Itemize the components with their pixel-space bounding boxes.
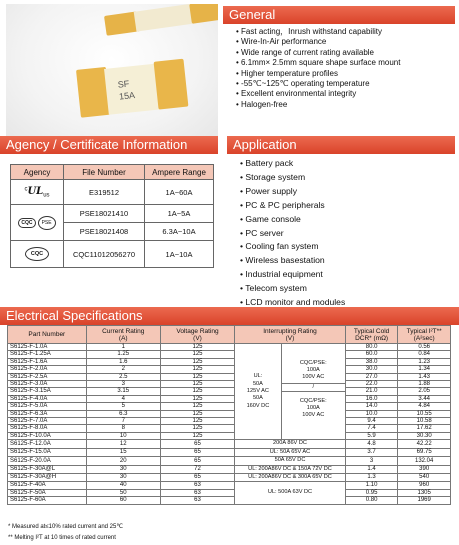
table-cell: 125 bbox=[160, 418, 234, 425]
part-number-col-header: Part Number bbox=[8, 326, 87, 344]
table-cell: 60 bbox=[86, 497, 160, 504]
interrupting-rating-cell: UL: 200A86V DC & 300A 65V DC bbox=[235, 473, 346, 481]
table-row bbox=[8, 432, 451, 439]
interrupting-rating-cell: UL: 200A86V DC & 150A 72V DC bbox=[235, 465, 346, 473]
application-item: • Battery pack bbox=[240, 157, 345, 171]
table-cell: 125 bbox=[160, 381, 234, 388]
table-cell: 0.84 bbox=[398, 351, 451, 358]
table-row bbox=[8, 448, 451, 456]
table-cell: S6125-F-4.0A bbox=[8, 395, 87, 402]
table-cell: PSE18021408 bbox=[64, 223, 145, 241]
table-cell: 1A~5A bbox=[145, 205, 214, 223]
table-cell: S6125-F-8.0A bbox=[8, 425, 87, 432]
general-item: • 6.1mm× 2.5mm square shape surface mount bbox=[236, 58, 400, 68]
table-cell: 80.0 bbox=[345, 344, 398, 351]
table-cell: 5.9 bbox=[345, 432, 398, 439]
table-cell: S6125-F-1.6A bbox=[8, 358, 87, 365]
general-item: • Halogen-free bbox=[236, 100, 400, 110]
table-row bbox=[8, 410, 451, 417]
table-cell: 27.0 bbox=[345, 373, 398, 380]
table-cell: S6125-F-10.0A bbox=[8, 432, 87, 439]
footnote: * Measured at≤10% rated current and 25℃ bbox=[8, 524, 124, 530]
table-cell: 125 bbox=[160, 351, 234, 358]
table-cell: 10 bbox=[86, 432, 160, 439]
fuse-front bbox=[76, 59, 188, 118]
table-cell: 1.88 bbox=[398, 381, 451, 388]
table-cell: S6125-F-1.25A bbox=[8, 351, 87, 358]
table-cell: CQC11012056270 bbox=[64, 241, 145, 268]
table-cell: 69.75 bbox=[398, 448, 451, 456]
table-cell: S6125-F-2.0A bbox=[8, 366, 87, 373]
file-number-col-header: File Number bbox=[64, 165, 145, 180]
table-cell: 14.0 bbox=[345, 403, 398, 410]
table-cell: 7 bbox=[86, 418, 160, 425]
table-cell: 20 bbox=[86, 457, 160, 465]
fuse-photo-illustration bbox=[6, 4, 218, 142]
table-cell: 125 bbox=[160, 410, 234, 417]
table-cell: 1 bbox=[86, 344, 160, 351]
table-cell: 9.4 bbox=[345, 418, 398, 425]
table-cell: S6125-F-20.0A bbox=[8, 457, 87, 465]
table-cell: 50 bbox=[86, 489, 160, 496]
table-cell: 30.0 bbox=[345, 366, 398, 373]
table-cell: 4.84 bbox=[398, 403, 451, 410]
general-item: • -55℃~125℃ operating temperature bbox=[236, 79, 400, 89]
table-cell: 1.6 bbox=[86, 358, 160, 365]
table-cell: 17.62 bbox=[398, 425, 451, 432]
table-row bbox=[8, 358, 451, 365]
table-cell: 65 bbox=[160, 440, 234, 448]
table-cell: 30 bbox=[86, 473, 160, 481]
table-cell: 42.22 bbox=[398, 440, 451, 448]
ul-interrupting-block: UL: 50A 125V AC 50A 160V DC bbox=[235, 344, 281, 439]
table-cell: 65 bbox=[160, 457, 234, 465]
table-cell: S6125-F-30A@H bbox=[8, 473, 87, 481]
i2t-col-header: Typical I²T** (A²sec) bbox=[398, 326, 451, 344]
table-row bbox=[8, 425, 451, 432]
ul-logo-icon: $^cUL_{us}$ bbox=[11, 180, 64, 205]
table-cell: 125 bbox=[160, 432, 234, 439]
interrupting-rating-cell: 50A 65V DC bbox=[235, 457, 346, 465]
application-item: • Telecom system bbox=[240, 282, 345, 296]
table-row bbox=[8, 457, 451, 465]
table-cell: 65 bbox=[160, 448, 234, 456]
table-cell: S6125-F-12.0A bbox=[8, 440, 87, 448]
table-cell: S6125-F-1.0A bbox=[8, 344, 87, 351]
table-cell: 0.80 bbox=[345, 497, 398, 504]
ampere-range-col-header: Ampere Range bbox=[145, 165, 214, 180]
table-cell: 63 bbox=[160, 489, 234, 496]
table-row bbox=[8, 440, 451, 448]
table-cell: 8 bbox=[86, 425, 160, 432]
fuse-back bbox=[104, 4, 218, 36]
cqc-logo-icon: CQC bbox=[11, 241, 64, 268]
general-item: • Wire-In-Air performance bbox=[236, 37, 400, 47]
table-cell: 22.0 bbox=[345, 381, 398, 388]
table-cell: 4.8 bbox=[345, 440, 398, 448]
table-cell: 125 bbox=[160, 344, 234, 351]
table-cell: 125 bbox=[160, 373, 234, 380]
table-cell: 72 bbox=[160, 465, 234, 473]
general-header: General bbox=[223, 6, 455, 24]
table-cell: S6125-F-40A bbox=[8, 482, 87, 489]
table-cell: 125 bbox=[160, 395, 234, 402]
table-cell: 1A~60A bbox=[145, 180, 214, 205]
table-cell: 0.95 bbox=[345, 489, 398, 496]
electrical-spec-body bbox=[8, 344, 451, 505]
application-item: • Power supply bbox=[240, 185, 345, 199]
table-cell: 0.56 bbox=[398, 344, 451, 351]
table-cell: 1969 bbox=[398, 497, 451, 504]
footnote: ** Melting I²T at 10 times of rated current bbox=[8, 535, 116, 541]
product-photo bbox=[6, 4, 218, 142]
application-header: Application bbox=[227, 136, 455, 154]
interrupting-rating-cell: UL: 500A 63V DC bbox=[235, 482, 346, 504]
table-cell: 1.34 bbox=[398, 366, 451, 373]
application-item: • PC & PC peripherals bbox=[240, 199, 345, 213]
table-row bbox=[8, 366, 451, 373]
table-cell: 2.05 bbox=[398, 388, 451, 395]
table-row bbox=[8, 489, 451, 496]
table-cell: 1.25 bbox=[86, 351, 160, 358]
table-cell: 2.5 bbox=[86, 373, 160, 380]
table-cell: S6125-F-30A@L bbox=[8, 465, 87, 473]
table-cell: S6125-F-5.0A bbox=[8, 403, 87, 410]
table-row bbox=[8, 473, 451, 481]
application-item: • PC server bbox=[240, 227, 345, 241]
table-cell: S6125-F-6.3A bbox=[8, 410, 87, 417]
table-cell: 10.55 bbox=[398, 410, 451, 417]
table-cell: 63 bbox=[160, 482, 234, 489]
table-cell: S6125-F-60A bbox=[8, 497, 87, 504]
fuse-marking-sf: SF bbox=[117, 78, 130, 90]
cqc-interrupting-block: CQC/PSE: 100A 100V AC / CQC/PSE: 100A 100V AC bbox=[281, 344, 345, 439]
table-row bbox=[8, 482, 451, 489]
interrupting-rating-cell: UL: 50A 65V AC bbox=[235, 448, 346, 456]
table-cell: S6125-F-3.0A bbox=[8, 381, 87, 388]
table-cell: S6125-F-2.5A bbox=[8, 373, 87, 380]
table-cell: S6125-F-3.15A bbox=[8, 388, 87, 395]
table-cell: S6125-F-15.0A bbox=[8, 448, 87, 456]
application-item: • LCD monitor and modules bbox=[240, 296, 345, 310]
table-row bbox=[8, 373, 451, 380]
interrupting-rating-col-header: Interrupting Rating (V) bbox=[235, 326, 346, 344]
application-item: • Wireless basestation bbox=[240, 254, 345, 268]
electrical-spec-table bbox=[7, 325, 451, 505]
table-cell: PSE18021410 bbox=[64, 205, 145, 223]
table-cell: 30.30 bbox=[398, 432, 451, 439]
table-cell: 3.15 bbox=[86, 388, 160, 395]
table-cell: 1A~10A bbox=[145, 241, 214, 268]
table-cell: 540 bbox=[398, 473, 451, 481]
agency-header: Agency / Certificate Information bbox=[0, 136, 218, 154]
application-list bbox=[240, 157, 345, 324]
table-cell: 1.10 bbox=[345, 482, 398, 489]
table-cell: 10.0 bbox=[345, 410, 398, 417]
footnotes bbox=[8, 522, 123, 544]
general-item: • Wide range of current rating available bbox=[236, 48, 400, 58]
table-cell: 38.0 bbox=[345, 358, 398, 365]
fuse-marking-rating: 15A bbox=[118, 90, 136, 102]
table-cell: 3.7 bbox=[345, 448, 398, 456]
table-row bbox=[8, 381, 451, 388]
dcr-col-header: Typical Cold DCR* (mΩ) bbox=[345, 326, 398, 344]
table-cell: 10.58 bbox=[398, 418, 451, 425]
table-cell: 132.04 bbox=[398, 457, 451, 465]
table-row bbox=[8, 395, 451, 402]
table-cell: E319512 bbox=[64, 180, 145, 205]
table-cell: S6125-F-7.0A bbox=[8, 418, 87, 425]
table-cell: 125 bbox=[160, 425, 234, 432]
agency-table bbox=[10, 164, 214, 268]
application-item: • Industrial equipment bbox=[240, 268, 345, 282]
table-cell: 63 bbox=[160, 497, 234, 504]
interrupting-rating-cell bbox=[235, 344, 346, 440]
general-item: • Excellent environmental integrity bbox=[236, 89, 400, 99]
general-list bbox=[236, 27, 400, 110]
table-cell: 960 bbox=[398, 482, 451, 489]
table-row bbox=[8, 403, 451, 410]
table-row bbox=[8, 465, 451, 473]
table-row bbox=[8, 418, 451, 425]
table-cell: 16.0 bbox=[345, 395, 398, 402]
voltage-rating-col-header: Voltage Rating (V) bbox=[160, 326, 234, 344]
agency-col-header: Agency bbox=[11, 165, 64, 180]
current-rating-col-header: Current Rating (A) bbox=[86, 326, 160, 344]
table-cell: 5 bbox=[86, 403, 160, 410]
cqc-pse-logo-icon: CQC PSE bbox=[11, 205, 64, 241]
table-cell: 6.3A~10A bbox=[145, 223, 214, 241]
table-cell: 30 bbox=[86, 465, 160, 473]
table-cell: 1.4 bbox=[345, 465, 398, 473]
table-cell: 1305 bbox=[398, 489, 451, 496]
table-cell: 125 bbox=[160, 366, 234, 373]
table-row bbox=[8, 497, 451, 504]
table-cell: 12 bbox=[86, 440, 160, 448]
table-cell: 15 bbox=[86, 448, 160, 456]
table-cell: 125 bbox=[160, 403, 234, 410]
table-cell: 3.44 bbox=[398, 395, 451, 402]
table-cell: S6125-F-50A bbox=[8, 489, 87, 496]
table-cell: 1.23 bbox=[398, 358, 451, 365]
table-cell: 3 bbox=[345, 457, 398, 465]
table-cell: 2 bbox=[86, 366, 160, 373]
table-cell: 4 bbox=[86, 395, 160, 402]
table-cell: 1.3 bbox=[345, 473, 398, 481]
table-row bbox=[8, 388, 451, 395]
table-cell: 125 bbox=[160, 388, 234, 395]
general-item: • Higher temperature profiles bbox=[236, 69, 400, 79]
table-cell: 6.3 bbox=[86, 410, 160, 417]
general-item: • Fast acting，Inrush withstand capability bbox=[236, 27, 400, 37]
interrupting-rating-cell: 200A 86V DC bbox=[235, 440, 346, 448]
electrical-header: Electrical Specifications bbox=[0, 307, 459, 325]
table-cell: 125 bbox=[160, 358, 234, 365]
table-cell: 60.0 bbox=[345, 351, 398, 358]
application-item: • Cooling fan system bbox=[240, 240, 345, 254]
table-cell: 3 bbox=[86, 381, 160, 388]
table-cell: 40 bbox=[86, 482, 160, 489]
table-cell: 65 bbox=[160, 473, 234, 481]
table-cell: 390 bbox=[398, 465, 451, 473]
table-cell: 21.0 bbox=[345, 388, 398, 395]
table-cell: 1.43 bbox=[398, 373, 451, 380]
table-cell: 7.4 bbox=[345, 425, 398, 432]
application-item: • Game console bbox=[240, 213, 345, 227]
table-row bbox=[8, 344, 451, 351]
application-item: • Storage system bbox=[240, 171, 345, 185]
table-row bbox=[8, 351, 451, 358]
